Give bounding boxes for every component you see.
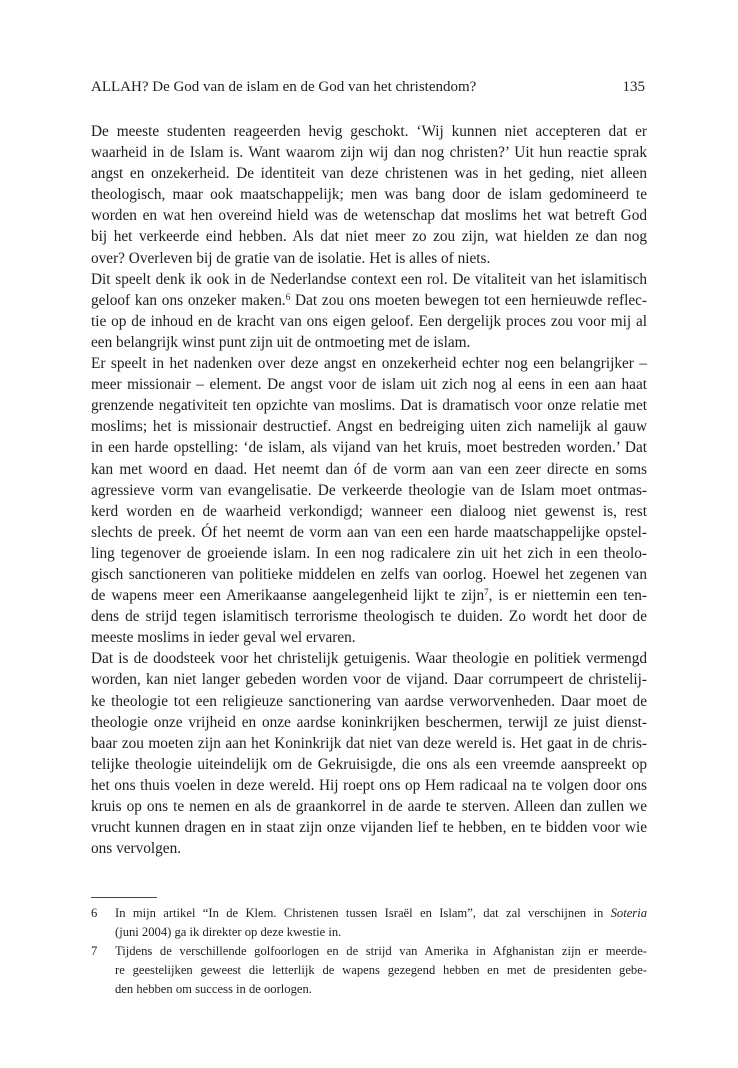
text-line-with-footnote	[91, 585, 647, 606]
footnote-ref-7: 7	[484, 587, 489, 598]
text-line: over? Overleven bij de gratie van de isolatie. Het is alles of niets.	[91, 249, 491, 267]
journal-title: Soteria	[610, 906, 647, 920]
text-line: een belangrijk winst punt zijn uit de ontmoeting met de islam.	[91, 333, 471, 351]
text-line: Dat is de doodsteek voor het christelijk getuigenis. Waar theologie en politiek vermengd	[91, 650, 647, 668]
footnote-number: 6	[91, 906, 98, 920]
text-line: moslims; het is missionair destructief. Angst en bedreiging uiten zich namelijk al gauw	[91, 418, 647, 436]
text-line: angst en onzekerheid. De identiteit van deze christenen was in het geding, niet alleen	[91, 165, 647, 183]
text-line: meeste moslims in ieder geval wel ervaren.	[91, 629, 356, 647]
running-title: ALLAH? De God van de islam en de God van het christendom?	[91, 79, 477, 95]
text-line: ling tegenover de groeiende islam. In een nog radicalere zin uit het zich in een theolo-	[91, 544, 647, 562]
text-line: theologisch, maar ook maatschappelijk; men was bang door de islam gedomineerd te	[91, 186, 647, 204]
page-number: 135	[622, 79, 645, 95]
footnote-line: re geestelijken geweest die letterlijk de wapens gezegend hebben en met de presidenten gebe-	[115, 963, 647, 977]
footnote-6	[91, 904, 647, 942]
text-line: dens de strijd tegen islamitisch terrorisme theologisch te duiden. Zo wordt het door de	[91, 608, 647, 626]
text-line: tie op de inhoud en de kracht van ons eigen geloof. Een dergelijk proces zou voor mij al	[91, 312, 647, 330]
footnote-line	[115, 904, 647, 923]
text-line: waarheid in de Islam is. Want waarom zijn wij dan nog christen?’ Uit hun reactie sprak	[91, 144, 647, 162]
text-line: baar zou moeten zijn aan het Koninkrijk dat niet van deze wereld is. Het gaat in de chris-	[91, 734, 647, 752]
text-line: het ons thuis voelen in deze wereld. Hij roept ons op Hem radicaal na te volgen door ons	[91, 776, 647, 794]
text-line: in een harde opstelling: ‘de islam, als vijand van het kruis, moet bestreden worden.’ Dat	[91, 439, 647, 457]
body-text	[91, 121, 647, 859]
footnote-7	[91, 942, 647, 999]
text-segment: In mijn artikel “In de Klem. Christenen tussen Israël en Islam”, dat zal verschijnen in	[115, 906, 604, 920]
text-line: vrucht kunnen dragen en in staat zijn onze vijanden lief te hebben, en te bidden voor wie	[91, 819, 647, 837]
footnote-line: den hebben om success in de oorlogen.	[115, 982, 312, 996]
footnote-line: Tijdens de verschillende golfoorlogen en de strijd van Amerika in Afghanistan zijn er meerde-	[115, 944, 647, 958]
text-line: kan met woord en daad. Het neemt dan óf de vorm aan van een zeer directe en soms	[91, 460, 647, 478]
text-line: grenzende negativiteit ten opzichte van moslims. Dat is dramatisch voor onze relatie met	[91, 397, 647, 415]
text-line-with-footnote	[91, 290, 647, 311]
text-line: bij het verkeerde eind hebben. Als dat niet meer zo zou zijn, wat hielden ze dan nog	[91, 228, 647, 246]
footnote-ref-6: 6	[285, 291, 291, 302]
footnote-line: (juni 2004) ga ik direkter op deze kwestie in.	[115, 925, 342, 939]
footnotes	[91, 904, 647, 999]
text-line: telijke theologie uiteindelijk om de Gekruisigde, die ons als een vreemde aanspreekt op	[91, 755, 647, 773]
text-line: meer missionair – element. De angst voor de islam uit zich nog al eens in een aan haat	[91, 376, 647, 394]
text-segment: geloof kan ons onzeker maken.	[91, 291, 286, 309]
text-line: theologie onze vrijheid en onze aardse koninkrijken beschermen, terwijl ze juist dienst-	[91, 713, 647, 731]
text-line: gisch sanctioneren van politieke middelen en zelfs van oorlog. Hoewel het zegenen van	[91, 565, 647, 583]
text-line: ons vervolgen.	[91, 840, 182, 858]
running-header	[91, 77, 645, 97]
text-line: slechts de preek. Óf het neemt de vorm aan van een een harde maatschappelijke opstel-	[91, 523, 647, 541]
text-line: worden en wat hen overeind hield was de wetenschap dat moslims het wat betreft God	[91, 207, 647, 225]
text-line: agressieve vorm van evangelisatie. De verkeerde theologie van de Islam moet ontmas-	[91, 481, 647, 499]
text-segment: de wapens meer een Amerikaanse aangelegenheid lijkt te zijn	[91, 587, 485, 605]
footnote-divider	[91, 897, 157, 898]
footnote-number: 7	[91, 944, 98, 958]
text-line: ke theologie tot een religieuze sanctionering van aardse verworvenheden. Daar moet de	[91, 692, 647, 710]
text-line: kerd worden en de waarheid verkondigd; wanneer een dialoog niet gewenst is, rest	[91, 502, 647, 520]
text-line: kruis op ons te nemen en als de graankorrel in de aarde te sterven. Alleen dan zullen we	[91, 798, 647, 815]
text-line: worden, kan niet langer gebeden worden voor de vijand. Daar corrumpeert de christelij-	[91, 671, 647, 689]
text-line: Er speelt in het nadenken over deze angst en onzekerheid echter nog een belangrijker –	[91, 355, 647, 373]
text-segment: , is er niettemin een ten-	[488, 587, 647, 605]
text-line: De meeste studenten reageerden hevig geschokt. ‘Wij kunnen niet accepteren dat er	[91, 123, 647, 140]
text-segment: Dat zou ons moeten bewegen tot een hernieuwde reflec-	[290, 291, 648, 309]
text-line: Dit speelt denk ik ook in de Nederlandse context een rol. De vitaliteit van het islamitisch	[91, 270, 647, 288]
